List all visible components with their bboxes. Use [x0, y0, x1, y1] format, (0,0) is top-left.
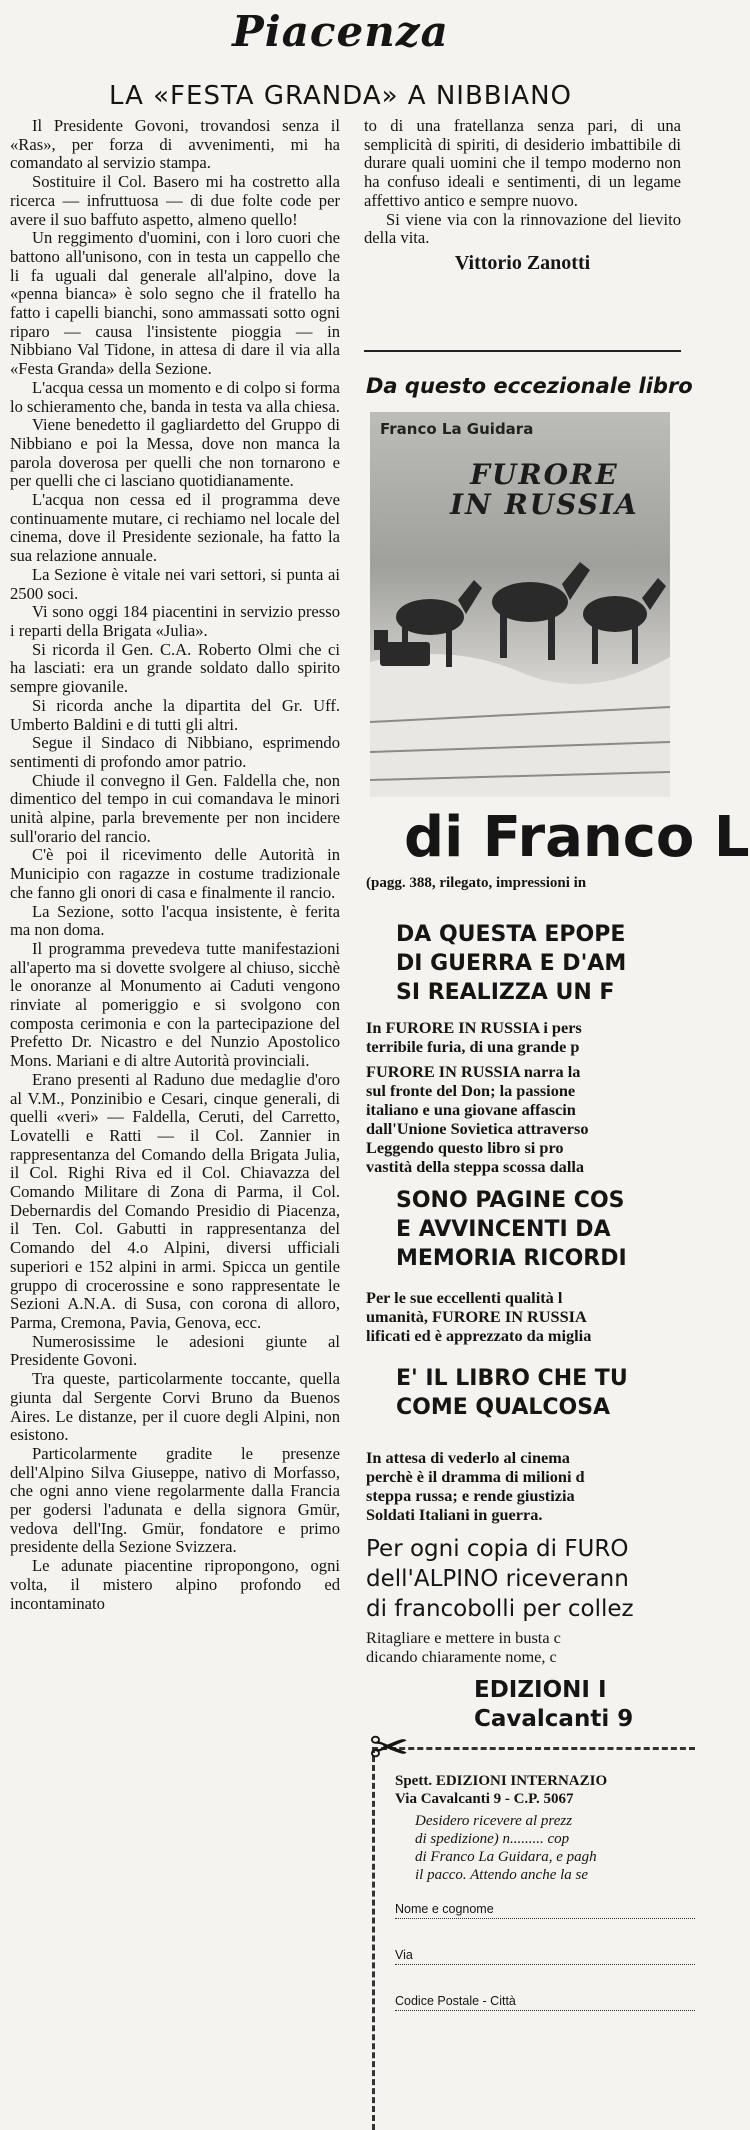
ad-paragraph-1: In FURORE IN RUSSIA i pers terribile furia, di una grande p — [366, 1018, 582, 1056]
ad-book-specs: (pagg. 388, rilegato, impressioni in — [366, 875, 587, 891]
ad-publisher: EDIZIONI I Cavalcanti 9 — [474, 1677, 634, 1732]
article-paragraph: Sostituire il Col. Basero mi ha costretto alla ricerca — infruttuosa — di due folte code per avere il suo baffuto aspetto, almeno quello! — [10, 172, 340, 229]
ad-offer: Per ogni copia di FURO dell'ALPINO riceverann di francobolli per collez — [366, 1536, 634, 1622]
article-paragraph: Tra queste, particolarmente toccante, quella giunta dal Sergente Corvi Bruno da Buenos Aires. Le distanze, per il cuore degli Alpini, non esistono. — [10, 1369, 340, 1445]
cover-title — [450, 460, 639, 520]
article-paragraph: Un reggimento d'uomini, con i loro cuori che battono all'unisono, con in testa un cappello che li fa uguali dal generale all'alpino, dove la «penna bianca» è solo segno che il fratello ha fatto i capelli bianchi, sono ammassati sotto ogni riparo — causa l'insistente pioggia — in Nibbiano Val Tidone, in attesa di dare il via alla «Festa Granda» della Sezione. — [10, 228, 340, 379]
article-paragraph: Chiude il convegno il Gen. Faldella che, non dimentico del tempo in cui comandava le minori unità alpine, parla brevemente per non incidere sull'orario del rancio. — [10, 770, 340, 846]
article-paragraph: L'acqua cessa un momento e di colpo si forma lo schieramento che, banda in testa va alla chiesa. — [10, 377, 340, 416]
article-signature: Vittorio Zanotti — [454, 251, 591, 274]
article-paragraph: L'acqua non cessa ed il programma deve continuamente mutare, ci rechiamo nel locale del cinema, dove il Presidente sezionale, ha fatto la sua relazione annuale. — [10, 490, 340, 566]
page-title: Piacenza — [232, 7, 449, 56]
article-paragraph: Il Presidente Govoni, trovandosi senza il «Ras», per forza di avvenimenti, mi ha comandato al servizio stampa. — [10, 116, 340, 173]
article-paragraph: Particolarmente gradite le presenze dell'Alpino Silva Giuseppe, nativo di Morfasso, che ogni anno viene regolarmente dalla Francia per godersi l'adunata e della signora Gmür, vedova dell'Ing. Gmür, fondatore e primo presidente della Sezione Svizzera. — [10, 1443, 340, 1557]
article-paragraph: Il programma prevedeva tutte manifestazioni all'aperto ma si dovette svolgere al chiuso, sicchè le onoranze al Monumento ai Caduti vengono rinviate al pomeriggio e si svolgono con composta cerimonia e con la partecipazione del Prefetto Dr. Nicastro e del Nunzio Apostolico Mons. Mariani e di altre Autorità provinciali. — [10, 938, 340, 1071]
ad-author-name: di Franco L — [404, 805, 750, 870]
sleigh-horses-illustration — [370, 522, 670, 797]
coupon-name-field[interactable]: Nome e cognome — [395, 1902, 695, 1919]
ad-headline-2: SONO PAGINE COS E AVVINCENTI DA MEMORIA RICORDI — [396, 1188, 627, 1271]
article-paragraph: Le adunate piacentine ripropongono, ogni volta, il mistero alpino profondo ed incontaminato — [10, 1556, 340, 1613]
article-paragraph: Si viene via con la rinnovazione del lievito della vita. — [364, 209, 681, 248]
article-subtitle: LA «FESTA GRANDA» A NIBBIANO — [109, 81, 572, 111]
book-advertisement — [364, 360, 750, 2126]
coupon-city-field[interactable]: Codice Postale - Città — [395, 1994, 695, 2011]
ad-paragraph-3: Per le sue eccellenti qualità l umanità, FURORE IN RUSSIA lificati ed è apprezzato da miglia — [366, 1288, 592, 1345]
ad-paragraph-4: In attesa di vederlo al cinema perchè è il dramma di milioni d steppa russa; e rende giustizia Soldati Italiani in guerra. — [366, 1448, 585, 1524]
cover-title-line-2: IN RUSSIA — [450, 488, 639, 521]
coupon-body: Desidero ricevere al prezz di spedizione) n......... cop di Franco La Guidara, e pagh il pacco. Attendo anche la se — [415, 1813, 597, 1883]
article-column-1 — [10, 117, 340, 2127]
scissors-icon: ✂ — [369, 1720, 410, 1776]
section-divider — [364, 350, 681, 352]
ad-paragraph-2: FURORE IN RUSSIA narra la sul fronte del Don; la passione italiano e una giovane affascin dall'Unione Sovietica attraverso Leggendo questo libro si pro vastità della steppa scossa dalla — [366, 1062, 589, 1176]
article-column-2 — [364, 117, 681, 335]
cover-author: Franco La Guidara — [380, 420, 534, 438]
article-paragraph: Erano presenti al Raduno due medaglie d'oro al V.M., Ponzinibio e Cesari, cinque generali, di quelli «veri» — Faldella, Ceruti, del Carretto, Lovatelli e Ratti — il Col. Zannier in rappresentanza del Comando della Brigata Julia, il Col. Righi Riva ed il Col. Chiavazza del Comando Militare di Zona di Parma, il Col. Debernardis del Comando Presidio di Piacenza, il Ten. Col. Gabutti in rappresentanza del Comando del 4.o Alpini, diversi ufficiali superiori e 152 alpini in armi. Spicca un gentile gruppo di crocerossine e sono rappresentate le Sezioni A.N.A. di Susa, con corona di alloro, Parma, Cremona, Pavia, Genova, ecc. — [10, 1069, 340, 1332]
article-paragraph: Segue il Sindaco di Nibbiano, esprimendo sentimenti di profondo amor patrio. — [10, 733, 340, 771]
ad-instructions: Ritagliare e mettere in busta c dicando chiaramente nome, c — [366, 1628, 561, 1666]
article-paragraph: La Sezione è vitale nei vari settori, si punta ai 2500 soci. — [10, 564, 340, 603]
ad-headline-3: E' IL LIBRO CHE TU COME QUALCOSA — [396, 1366, 628, 1420]
article-paragraph: C'è poi il ricevimento delle Autorità in Municipio con ragazze in costume tradizionale che fanno gli onori di casa e finalmente il rancio. — [10, 845, 340, 902]
article-paragraph: Vi sono oggi 184 piacentini in servizio presso i reparti della Brigata «Julia». — [10, 602, 340, 640]
ad-lead-line: Da questo eccezionale libro — [366, 374, 693, 398]
book-cover-image — [370, 412, 670, 797]
cover-title-line-1: FURORE — [470, 458, 619, 491]
order-coupon[interactable] — [369, 1720, 695, 2130]
article-paragraph: Viene benedetto il gagliardetto del Gruppo di Nibbiano e poi la Messa, dove non manca la parola doverosa per quelli che non tornarono e per quelli che ci lasciano quotidianamente. — [10, 415, 340, 491]
article-paragraph: Si ricorda il Gen. C.A. Roberto Olmi che ci ha lasciati: era un grande soldato dallo spirito sempre giovanile. — [10, 639, 340, 697]
article-paragraph: Si ricorda anche la dipartita del Gr. Uff. Umberto Baldini e di tutti gli altri. — [10, 695, 340, 734]
ad-headline-1: DA QUESTA EPOPE DI GUERRA E D'AM SI REALIZZA UN F — [396, 922, 627, 1005]
coupon-address: Spett. EDIZIONI INTERNAZIO Via Cavalcanti 9 - C.P. 5067 — [395, 1773, 608, 1807]
article-paragraph: La Sezione, sotto l'acqua insistente, è ferita ma non doma. — [10, 901, 340, 940]
article-paragraph: to di una fratellanza senza pari, di una semplicità di spiriti, di desiderio imbattibile di durare quali uomini che il tempo moderno non ha confuso ideali e sentimenti, di un legame affettivo antico e sempre nuovo. — [364, 116, 681, 210]
coupon-street-field[interactable]: Via — [395, 1948, 695, 1965]
article-paragraph: Numerosissime le adesioni giunte al Presidente Govoni. — [10, 1331, 340, 1370]
